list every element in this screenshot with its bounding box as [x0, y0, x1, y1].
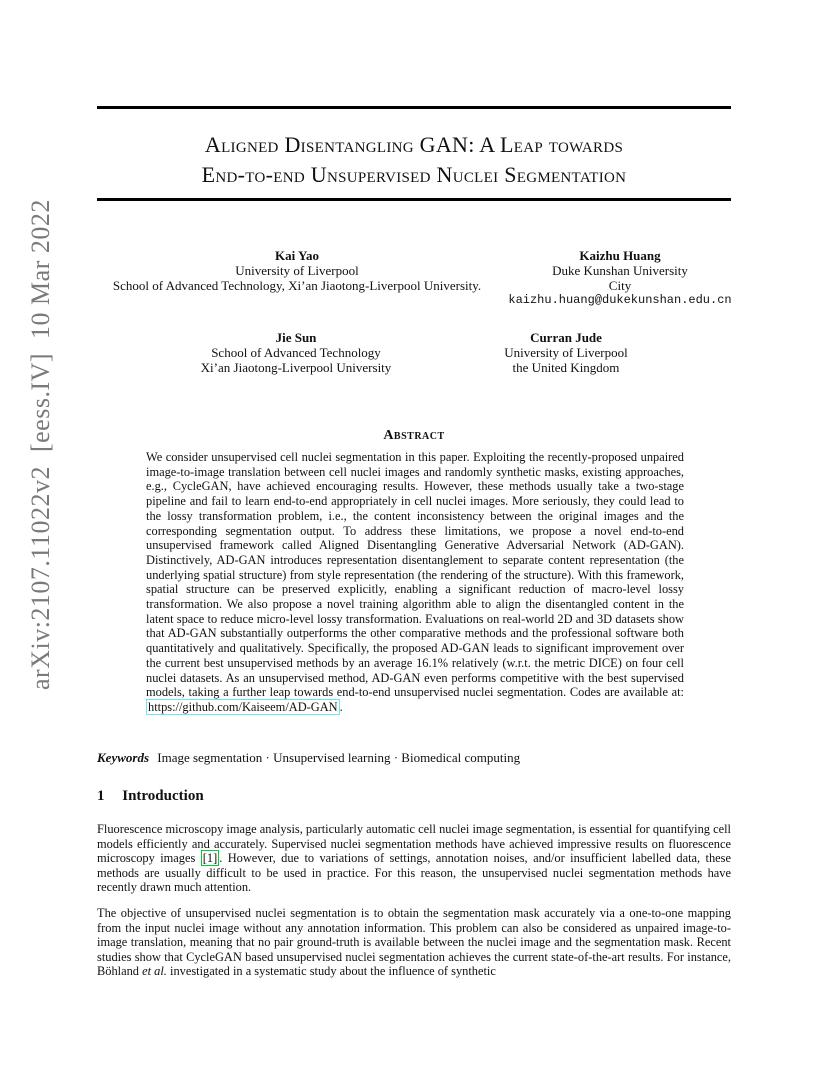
author-affiliation: University of Liverpool [504, 345, 628, 360]
paragraph-text: Fluorescence microscopy image analysis, particularly automatic cell nuclei image segmentation, is essential for quantifying cell models efficiently and accurately. Supervised nuclei segmentation methods have achieved impressive results on fluorescence microscopy images [97, 822, 731, 865]
paragraph-text: . However, due to variations of settings, annotation noises, and/or insufficient labelled data, these methods are usually difficult to be used in practice. For this reason, the unsupervised nuclei segmentation methods have recently drawn much attention. [97, 851, 731, 894]
abstract-text: We consider unsupervised cell nuclei segmentation in this paper. Exploiting the recently-proposed unpaired image-to-image translation between cell nuclei images and randomly synthetic masks, existing approaches, e.g., CycleGAN, have achieved encouraging results. However, these methods usually take a two-stage pipeline and fail to learn end-to-end appropriately in cell nuclei images. More seriously, they could lead to the lossy transformation problem, i.e., the content inconsistency between the original images and the corresponding segmentation output. To address these limitations, we propose a novel end-to-end unsupervised framework called Aligned Disentangling Generative Adversarial Network (AD-GAN). Distinctively, AD-GAN introduces representation disentanglement to separate content representation (the underlying spatial structure) from style representation (the rendering of the structure). With this framework, spatial structure can be preserved explicitly, enabling a significant reduction of macro-level lossy transformation. We also propose a novel training algorithm able to align the disentangled content in the latent space to reduce micro-level lossy transformation. Evaluations on real-world 2D and 3D datasets show that AD-GAN substantially outperforms the other comparative methods and the professional software both quantitatively and qualitatively. Specifically, the proposed AD-GAN leads to significant improvement over the current best unsupervised methods by an average 16.1% relatively (w.r.t. the metric DICE) on four cell nuclei datasets. As an unsupervised method, AD-GAN even performs competitive with the best supervised models, taking a further leap towards end-to-end unsupervised nuclei segmentation. Codes are available at: [146, 450, 684, 700]
author-block-4 [466, 330, 666, 375]
paragraph-1 [97, 822, 731, 895]
keywords-label: Keywords [97, 750, 149, 765]
author-block-3 [176, 330, 416, 375]
author-affiliation: City [608, 278, 632, 293]
paper-title [97, 130, 731, 190]
abstract-body [146, 450, 684, 715]
section-heading [97, 788, 204, 805]
author-affiliation: School of Advanced Technology [211, 345, 381, 360]
paragraph-emphasis: et al. [142, 964, 167, 978]
arxiv-identifier [26, 199, 56, 690]
author-affiliation: School of Advanced Technology, Xi’an Jiaotong-Liverpool University. [112, 278, 482, 293]
author-name: Curran Jude [530, 330, 602, 345]
arxiv-id: arXiv:2107.11022v2 [26, 466, 55, 690]
paragraph-text: The objective of unsupervised nuclei segmentation is to obtain the segmentation mask accurately via a one-to-one mapping from the input nuclei image without any annotation information. This problem can also be considered as unpaired image-to-image translation, meaning that no pair ground-truth is available between the nuclei image and the segmentation mask. Recent studies show that CycleGAN based unsupervised nuclei segmentation achieves the current state-of-the-art results. For instance, Böhland [97, 906, 731, 978]
title-line-2: End-to-end Unsupervised Nuclei Segmentation [201, 162, 627, 187]
author-affiliation: University of Liverpool [235, 263, 359, 278]
author-affiliation: Duke Kunshan University [552, 263, 688, 278]
paragraph-text: investigated in a systematic study about the influence of synthetic [170, 964, 496, 978]
arxiv-date: 10 Mar 2022 [26, 199, 55, 339]
author-affiliation: the United Kingdom [512, 360, 620, 375]
section-title: Introduction [122, 788, 204, 804]
author-affiliation: Xi’an Jiaotong-Liverpool University [200, 360, 392, 375]
abstract-heading: Abstract [383, 428, 445, 443]
keywords [97, 750, 520, 766]
section-number: 1 [97, 788, 105, 804]
keywords-text: Image segmentation · Unsupervised learning · Biomedical computing [157, 750, 521, 765]
paragraph-2 [97, 906, 731, 979]
citation-link[interactable]: [1] [202, 851, 218, 865]
abstract-text-end: . [339, 699, 343, 714]
title-rule-top [97, 106, 731, 109]
title-line-1: Aligned Disentangling GAN: A Leap towards [204, 132, 624, 157]
author-block-2 [490, 248, 750, 308]
code-link[interactable]: https://github.com/Kaiseem/AD-GAN [148, 699, 338, 714]
author-name: Jie Sun [275, 330, 317, 345]
author-email[interactable]: kaizhu.huang@dukekunshan.edu.cn [508, 293, 732, 307]
title-rule-bottom [97, 198, 731, 201]
author-name: Kaizhu Huang [579, 248, 661, 263]
arxiv-category: [eess.IV] [26, 352, 55, 453]
author-block-1 [97, 248, 497, 293]
author-name: Kai Yao [275, 248, 319, 263]
